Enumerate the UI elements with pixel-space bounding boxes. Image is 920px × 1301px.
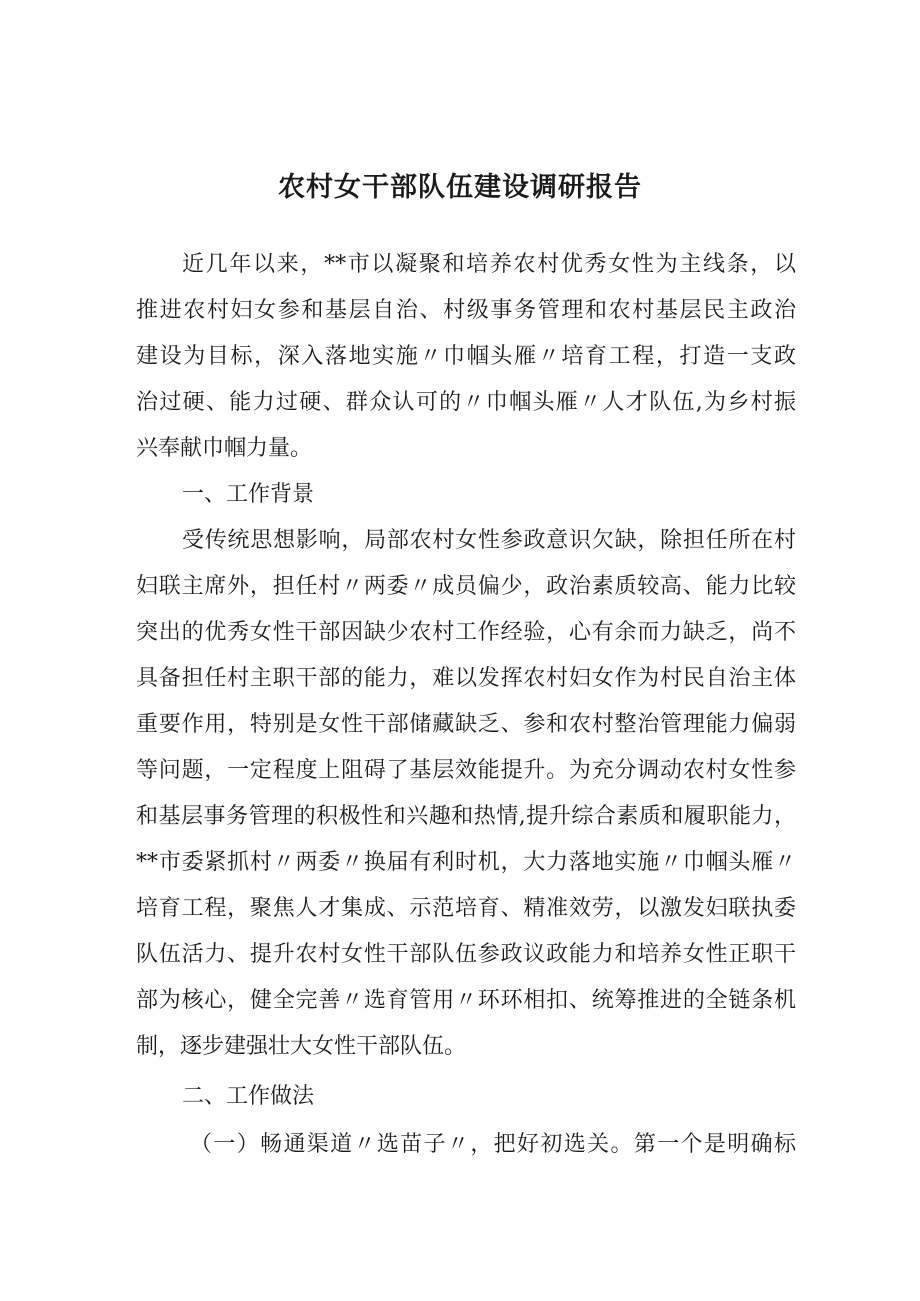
intro-line-1: 近几年以来，**市以凝聚和培养农村优秀女性为主线条，以 <box>182 252 796 277</box>
intro-line-5: 兴奉献巾帼力量。 <box>136 436 313 461</box>
section2-line-1: （一）畅通渠道〃选苗子〃，把好初选关。第一个是明确标 <box>190 1132 796 1157</box>
section1-line-1: 受传统思想影响，局部农村女性参政意识欠缺，除担任所在村 <box>182 528 796 553</box>
section1-line-9: 培育工程，聚焦人才集成、示范培育、精准效劳，以激发妇联执委 <box>136 896 796 921</box>
section1-line-11: 部为核心，健全完善〃选育管用〃环环相扣、统筹推进的全链条机 <box>136 988 796 1013</box>
section1-line-12: 制，逐步建强壮大女性干部队伍。 <box>136 1034 467 1059</box>
section1-line-4: 具备担任村主职干部的能力，难以发挥农村妇女作为村民自治主体 <box>136 666 796 691</box>
section1-line-6: 等问题，一定程度上阻碍了基层效能提升。为充分调动农村女性参 <box>136 758 796 783</box>
intro-line-4: 治过硬、能力过硬、群众认可的〃巾帼头雁〃人才队伍,为乡村振 <box>136 390 796 415</box>
intro-line-3: 建设为目标，深入落地实施〃巾帼头雁〃培育工程，打造一支政 <box>136 344 796 369</box>
section1-line-3: 突出的优秀女性干部因缺少农村工作经验，心有余而力缺乏，尚不 <box>136 620 796 645</box>
section-heading-background: 一、工作背景 <box>182 482 315 507</box>
section1-line-5: 重要作用，特别是女性干部储藏缺乏、参和农村整治管理能力偏弱 <box>136 712 796 737</box>
section-heading-practices: 二、工作做法 <box>182 1084 315 1109</box>
section1-line-2: 妇联主席外，担任村〃两委〃成员偏少，政治素质较高、能力比较 <box>136 574 796 599</box>
document-title: 农村女干部队伍建设调研报告 <box>278 172 642 203</box>
section1-line-7: 和基层事务管理的积极性和兴趣和热情,提升综合素质和履职能力， <box>136 804 796 829</box>
intro-line-2: 推进农村妇女参和基层自治、村级事务管理和农村基层民主政治 <box>136 298 796 323</box>
section1-line-10: 队伍活力、提升农村女性干部队伍参政议政能力和培养女性正职干 <box>136 942 796 967</box>
section1-line-8: **市委紧抓村〃两委〃换届有利时机，大力落地实施〃巾帼头雁〃 <box>136 850 796 875</box>
